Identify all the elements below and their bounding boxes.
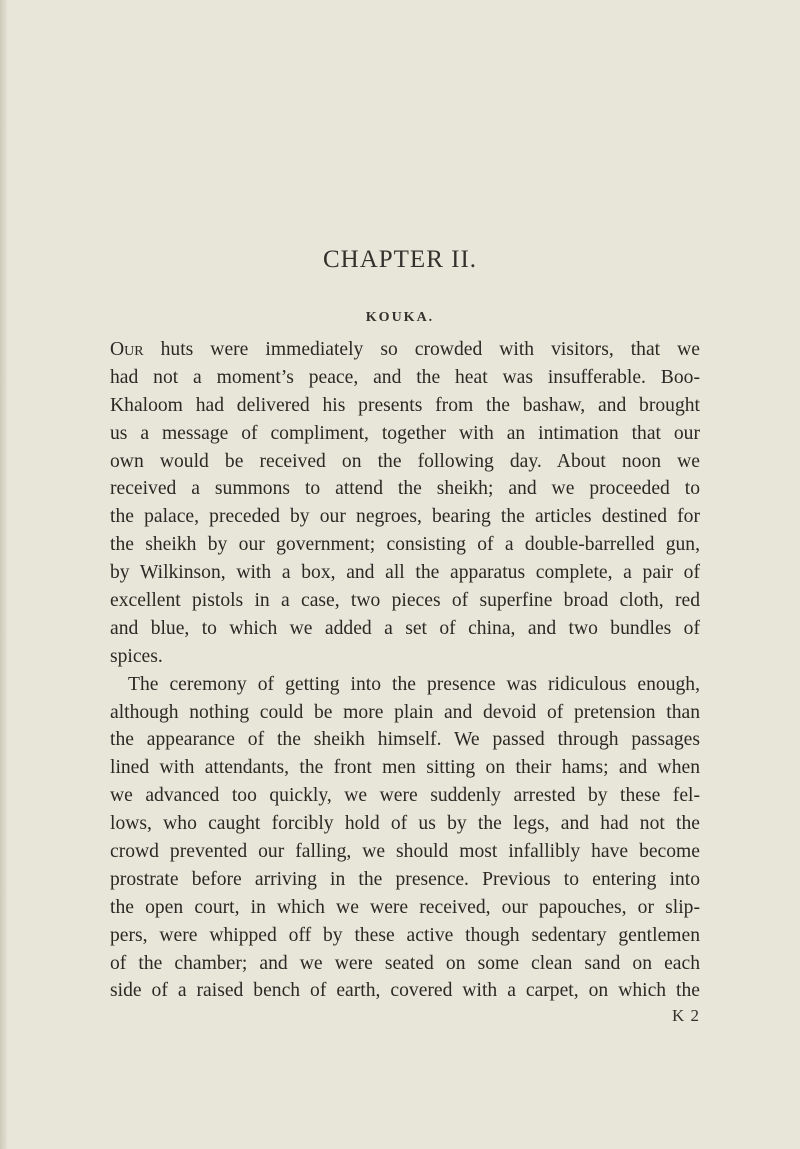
text-line [110,894,700,922]
text-line [110,671,700,699]
line-text: although nothing could be more plain and devoid of pretension than [110,701,700,723]
line-text: lined with attendants, the front men sitting on their hams; and when [110,757,700,779]
paragraph-lead-word: Our [110,339,144,360]
line-text: us a message of compliment, together with an intimation that our [110,422,700,444]
body-text [110,336,700,1005]
line-text: and blue, to which we added a set of china, and two bundles of [110,617,700,639]
line-text: crowd prevented our falling, we should most infallibly have become [110,841,700,863]
text-line [110,643,700,671]
line-text: prostrate before arriving in the presence. Previous to entering into [110,868,700,890]
text-line [110,977,700,1005]
text-line [110,754,700,782]
text-line [110,615,700,643]
line-text: side of a raised bench of earth, covered with a carpet, on which the [110,980,700,1002]
text-line [110,503,700,531]
text-line [110,364,700,392]
line-text: of the chamber; and we were seated on some clean sand on each [110,952,700,974]
line-text: lows, who caught forcibly hold of us by the legs, and had not the [110,813,700,835]
line-text: by Wilkinson, with a box, and all the apparatus complete, a pair of [110,562,700,584]
text-line [110,782,700,810]
text-line [110,336,700,364]
line-text: Khaloom had delivered his presents from the bashaw, and brought [110,394,700,416]
line-text: the palace, preceded by our negroes, bearing the articles destined for [110,506,700,528]
text-line [110,531,700,559]
line-text: huts were immediately so crowded with visitors, that we [143,339,700,360]
text-line [110,420,700,448]
line-text: we advanced too quickly, we were suddenly arrested by these fel- [110,785,700,807]
line-text: the open court, in which we were received, our papouches, or slip- [110,896,700,918]
chapter-title: CHAPTER II. [322,246,478,273]
text-line [110,475,700,503]
text-line [110,448,700,476]
text-line [110,392,700,420]
line-text: received a summons to attend the sheikh; and we proceeded to [110,478,700,500]
line-text: the sheikh by our government; consisting of a double-barrelled gun, [110,534,700,556]
text-line [110,810,700,838]
line-text: own would be received on the following day. About noon we [110,450,700,472]
line-text: The ceremony of getting into the presence was ridiculous enough, [128,673,700,695]
text-line [110,866,700,894]
text-line [110,950,700,978]
text-line [110,587,700,615]
chapter-subtitle: KOUKA. [365,310,435,325]
line-text: excellent pistols in a case, two pieces of superfine broad cloth, red [110,590,700,612]
text-line [110,922,700,950]
line-text: the appearance of the sheikh himself. We passed through passages [110,729,700,751]
text-line [110,559,700,587]
text-line [110,838,700,866]
line-text: had not a moment’s peace, and the heat was insufferable. Boo- [110,366,700,388]
text-line [110,699,700,727]
page-gutter [0,0,7,1149]
signature-mark: K 2 [671,1006,700,1025]
line-text: pers, were whipped off by these active though sedentary gentlemen [110,924,700,946]
text-line [110,726,700,754]
line-text: spices. [110,645,163,667]
